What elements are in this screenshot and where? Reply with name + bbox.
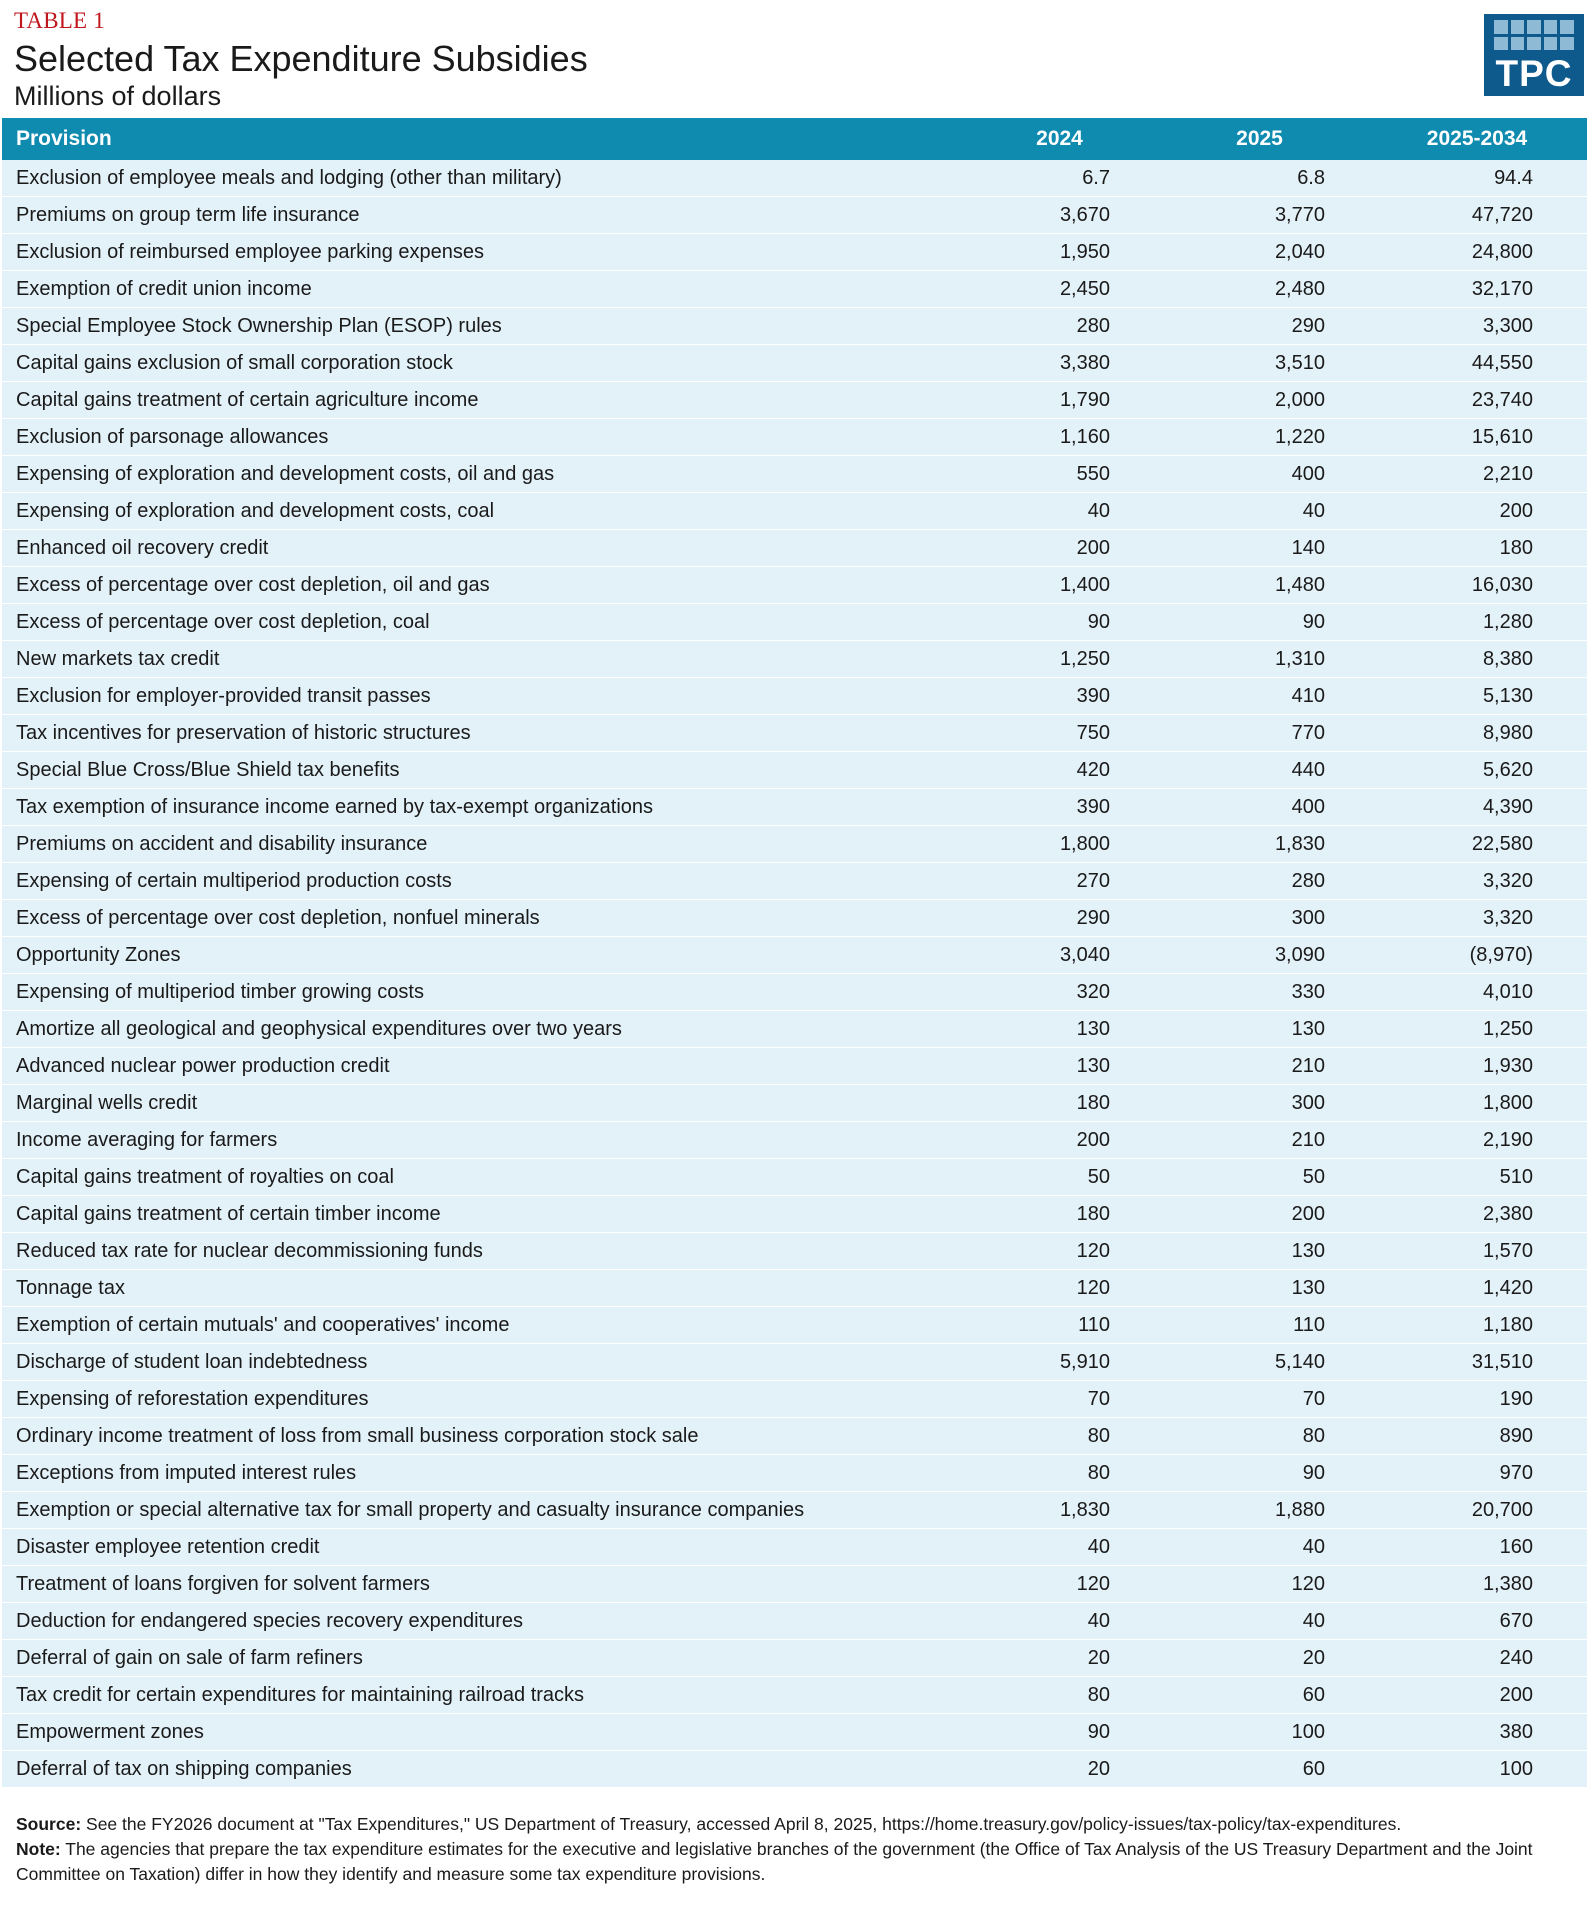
value-2025-2034-cell: 970 <box>1367 1455 1587 1492</box>
value-2025-2034-cell: 24,800 <box>1367 234 1587 271</box>
note-text: The agencies that prepare the tax expenditure estimates for the executive and legislative branches of the government (the Office of Tax Analysis of the US Treasury Department and the Joint Committee on Taxation) differ in how they identify and measure some tax expenditure provisions. <box>16 1839 1533 1884</box>
value-2025-cell: 440 <box>1152 752 1367 789</box>
value-2025-cell: 120 <box>1152 1566 1367 1603</box>
provision-cell: Special Blue Cross/Blue Shield tax benefits <box>2 752 967 789</box>
table-row <box>2 567 1587 604</box>
value-2024-cell: 80 <box>967 1455 1152 1492</box>
table-row <box>2 1307 1587 1344</box>
provision-cell: Discharge of student loan indebtedness <box>2 1344 967 1381</box>
source-text: See the FY2026 document at "Tax Expenditures," US Department of Treasury, accessed April 8, 2025, https://home.treasury.gov/policy-issues/tax-policy/tax-expenditures. <box>81 1814 1402 1834</box>
provision-cell: Empowerment zones <box>2 1714 967 1751</box>
table-row <box>2 789 1587 826</box>
value-2024-cell: 20 <box>967 1751 1152 1788</box>
value-2025-2034-cell: 2,210 <box>1367 456 1587 493</box>
provision-cell: Deferral of gain on sale of farm refiners <box>2 1640 967 1677</box>
table-title: Selected Tax Expenditure Subsidies <box>14 38 588 79</box>
value-2025-cell: 130 <box>1152 1011 1367 1048</box>
value-2025-cell: 90 <box>1152 1455 1367 1492</box>
table-row <box>2 197 1587 234</box>
value-2024-cell: 5,910 <box>967 1344 1152 1381</box>
value-2025-cell: 1,480 <box>1152 567 1367 604</box>
value-2024-cell: 3,380 <box>967 345 1152 382</box>
value-2025-2034-cell: 1,800 <box>1367 1085 1587 1122</box>
value-2024-cell: 80 <box>967 1418 1152 1455</box>
value-2025-cell: 280 <box>1152 863 1367 900</box>
table-row <box>2 456 1587 493</box>
value-2025-2034-cell: 15,610 <box>1367 419 1587 456</box>
provision-cell: Opportunity Zones <box>2 937 967 974</box>
provision-cell: Tonnage tax <box>2 1270 967 1307</box>
value-2025-cell: 210 <box>1152 1122 1367 1159</box>
value-2024-cell: 130 <box>967 1011 1152 1048</box>
value-2025-cell: 400 <box>1152 789 1367 826</box>
provision-cell: Disaster employee retention credit <box>2 1529 967 1566</box>
table-row <box>2 1085 1587 1122</box>
value-2025-cell: 2,480 <box>1152 271 1367 308</box>
provision-cell: Exemption or special alternative tax for small property and casualty insurance companies <box>2 1492 967 1529</box>
table-number-label: TABLE 1 <box>14 8 105 33</box>
value-2025-2034-cell: 3,320 <box>1367 863 1587 900</box>
provision-cell: Excess of percentage over cost depletion, coal <box>2 604 967 641</box>
value-2024-cell: 1,950 <box>967 234 1152 271</box>
table-body <box>2 160 1587 1788</box>
value-2025-cell: 20 <box>1152 1640 1367 1677</box>
table-row <box>2 530 1587 567</box>
table-row <box>2 937 1587 974</box>
value-2024-cell: 120 <box>967 1233 1152 1270</box>
value-2024-cell: 70 <box>967 1381 1152 1418</box>
provision-cell: Exclusion of parsonage allowances <box>2 419 967 456</box>
value-2025-2034-cell: 1,930 <box>1367 1048 1587 1085</box>
value-2025-cell: 3,090 <box>1152 937 1367 974</box>
value-2025-2034-cell: 20,700 <box>1367 1492 1587 1529</box>
table-row <box>2 900 1587 937</box>
provision-cell: Special Employee Stock Ownership Plan (ESOP) rules <box>2 308 967 345</box>
value-2024-cell: 130 <box>967 1048 1152 1085</box>
provision-cell: Capital gains treatment of royalties on coal <box>2 1159 967 1196</box>
value-2025-cell: 3,770 <box>1152 197 1367 234</box>
provision-cell: Expensing of exploration and development costs, coal <box>2 493 967 530</box>
value-2025-cell: 40 <box>1152 1603 1367 1640</box>
provision-cell: Excess of percentage over cost depletion, oil and gas <box>2 567 967 604</box>
value-2025-2034-cell: 100 <box>1367 1751 1587 1788</box>
provision-cell: Income averaging for farmers <box>2 1122 967 1159</box>
table-row <box>2 1344 1587 1381</box>
table-row <box>2 1048 1587 1085</box>
provision-cell: Excess of percentage over cost depletion, nonfuel minerals <box>2 900 967 937</box>
value-2025-2034-cell: 94.4 <box>1367 160 1587 197</box>
value-2025-2034-cell: (8,970) <box>1367 937 1587 974</box>
value-2024-cell: 390 <box>967 678 1152 715</box>
provision-cell: Marginal wells credit <box>2 1085 967 1122</box>
value-2025-2034-cell: 1,180 <box>1367 1307 1587 1344</box>
provision-cell: Advanced nuclear power production credit <box>2 1048 967 1085</box>
value-2024-cell: 1,250 <box>967 641 1152 678</box>
column-header-2025: 2025 <box>1152 118 1367 160</box>
table-row <box>2 604 1587 641</box>
value-2024-cell: 180 <box>967 1196 1152 1233</box>
value-2024-cell: 1,160 <box>967 419 1152 456</box>
value-2025-cell: 410 <box>1152 678 1367 715</box>
value-2024-cell: 1,830 <box>967 1492 1152 1529</box>
value-2025-2034-cell: 1,570 <box>1367 1233 1587 1270</box>
provision-cell: Enhanced oil recovery credit <box>2 530 967 567</box>
value-2025-cell: 1,880 <box>1152 1492 1367 1529</box>
table-header-row <box>2 118 1587 160</box>
provision-cell: Exemption of certain mutuals' and cooperatives' income <box>2 1307 967 1344</box>
value-2025-2034-cell: 4,010 <box>1367 974 1587 1011</box>
table-notes <box>16 1812 1581 1887</box>
value-2025-cell: 770 <box>1152 715 1367 752</box>
value-2024-cell: 270 <box>967 863 1152 900</box>
table-row <box>2 1418 1587 1455</box>
table-row <box>2 308 1587 345</box>
value-2025-2034-cell: 23,740 <box>1367 382 1587 419</box>
value-2025-cell: 130 <box>1152 1233 1367 1270</box>
provision-cell: Exclusion of employee meals and lodging (other than military) <box>2 160 967 197</box>
table-row <box>2 1455 1587 1492</box>
provision-cell: Deferral of tax on shipping companies <box>2 1751 967 1788</box>
value-2024-cell: 2,450 <box>967 271 1152 308</box>
value-2024-cell: 50 <box>967 1159 1152 1196</box>
value-2025-2034-cell: 16,030 <box>1367 567 1587 604</box>
value-2025-2034-cell: 3,320 <box>1367 900 1587 937</box>
value-2025-cell: 6.8 <box>1152 160 1367 197</box>
provision-cell: Capital gains treatment of certain agriculture income <box>2 382 967 419</box>
value-2025-2034-cell: 44,550 <box>1367 345 1587 382</box>
provision-cell: Capital gains exclusion of small corporation stock <box>2 345 967 382</box>
table-row <box>2 160 1587 197</box>
table-row <box>2 493 1587 530</box>
value-2025-cell: 130 <box>1152 1270 1367 1307</box>
provision-cell: Capital gains treatment of certain timber income <box>2 1196 967 1233</box>
column-header-2024: 2024 <box>967 118 1152 160</box>
value-2025-2034-cell: 190 <box>1367 1381 1587 1418</box>
value-2025-2034-cell: 1,420 <box>1367 1270 1587 1307</box>
provision-cell: Exemption of credit union income <box>2 271 967 308</box>
value-2025-cell: 5,140 <box>1152 1344 1367 1381</box>
value-2024-cell: 80 <box>967 1677 1152 1714</box>
value-2025-2034-cell: 3,300 <box>1367 308 1587 345</box>
value-2025-2034-cell: 180 <box>1367 530 1587 567</box>
value-2025-2034-cell: 5,130 <box>1367 678 1587 715</box>
provision-cell: Treatment of loans forgiven for solvent farmers <box>2 1566 967 1603</box>
table-row <box>2 863 1587 900</box>
value-2024-cell: 120 <box>967 1566 1152 1603</box>
value-2025-2034-cell: 8,380 <box>1367 641 1587 678</box>
value-2024-cell: 420 <box>967 752 1152 789</box>
value-2025-cell: 1,310 <box>1152 641 1367 678</box>
value-2024-cell: 110 <box>967 1307 1152 1344</box>
value-2024-cell: 40 <box>967 493 1152 530</box>
provision-cell: Expensing of multiperiod timber growing costs <box>2 974 967 1011</box>
value-2025-2034-cell: 2,380 <box>1367 1196 1587 1233</box>
note-label: Note: <box>16 1839 61 1859</box>
value-2025-cell: 200 <box>1152 1196 1367 1233</box>
table-row <box>2 1270 1587 1307</box>
value-2025-cell: 60 <box>1152 1751 1367 1788</box>
value-2025-2034-cell: 1,380 <box>1367 1566 1587 1603</box>
table-subtitle: Millions of dollars <box>14 81 222 111</box>
source-note <box>16 1812 1581 1837</box>
value-2025-cell: 330 <box>1152 974 1367 1011</box>
value-2025-cell: 2,000 <box>1152 382 1367 419</box>
provision-cell: Amortize all geological and geophysical expenditures over two years <box>2 1011 967 1048</box>
provision-cell: Ordinary income treatment of loss from small business corporation stock sale <box>2 1418 967 1455</box>
value-2025-2034-cell: 1,250 <box>1367 1011 1587 1048</box>
value-2025-2034-cell: 670 <box>1367 1603 1587 1640</box>
table-row <box>2 1751 1587 1788</box>
provision-cell: Tax incentives for preservation of historic structures <box>2 715 967 752</box>
value-2025-cell: 70 <box>1152 1381 1367 1418</box>
value-2025-cell: 300 <box>1152 900 1367 937</box>
value-2025-2034-cell: 4,390 <box>1367 789 1587 826</box>
provision-cell: Expensing of exploration and development costs, oil and gas <box>2 456 967 493</box>
table-row <box>2 974 1587 1011</box>
value-2025-cell: 80 <box>1152 1418 1367 1455</box>
source-label: Source: <box>16 1814 82 1834</box>
value-2025-cell: 60 <box>1152 1677 1367 1714</box>
value-2025-2034-cell: 240 <box>1367 1640 1587 1677</box>
table-row <box>2 1566 1587 1603</box>
column-header-2025-2034: 2025-2034 <box>1367 118 1587 160</box>
value-2024-cell: 290 <box>967 900 1152 937</box>
table-row <box>2 382 1587 419</box>
value-2025-cell: 300 <box>1152 1085 1367 1122</box>
table-row <box>2 419 1587 456</box>
provision-cell: Premiums on accident and disability insurance <box>2 826 967 863</box>
table-row <box>2 1677 1587 1714</box>
value-2024-cell: 750 <box>967 715 1152 752</box>
value-2025-2034-cell: 380 <box>1367 1714 1587 1751</box>
value-2025-2034-cell: 510 <box>1367 1159 1587 1196</box>
provision-cell: New markets tax credit <box>2 641 967 678</box>
value-2024-cell: 280 <box>967 308 1152 345</box>
logo-text: TPC <box>1495 53 1573 94</box>
value-2025-2034-cell: 2,190 <box>1367 1122 1587 1159</box>
value-2025-2034-cell: 160 <box>1367 1529 1587 1566</box>
value-2025-cell: 210 <box>1152 1048 1367 1085</box>
table-row <box>2 345 1587 382</box>
value-2025-cell: 40 <box>1152 493 1367 530</box>
value-2025-2034-cell: 22,580 <box>1367 826 1587 863</box>
table-row <box>2 1381 1587 1418</box>
value-2025-2034-cell: 890 <box>1367 1418 1587 1455</box>
value-2024-cell: 120 <box>967 1270 1152 1307</box>
table-row <box>2 1714 1587 1751</box>
value-2025-2034-cell: 47,720 <box>1367 197 1587 234</box>
value-2025-2034-cell: 200 <box>1367 493 1587 530</box>
value-2025-cell: 140 <box>1152 530 1367 567</box>
table-row <box>2 1492 1587 1529</box>
value-2024-cell: 6.7 <box>967 160 1152 197</box>
value-2024-cell: 40 <box>967 1603 1152 1640</box>
value-2024-cell: 3,670 <box>967 197 1152 234</box>
table-row <box>2 678 1587 715</box>
value-2025-cell: 50 <box>1152 1159 1367 1196</box>
value-2025-cell: 1,220 <box>1152 419 1367 456</box>
provision-cell: Reduced tax rate for nuclear decommissioning funds <box>2 1233 967 1270</box>
table-row <box>2 1603 1587 1640</box>
column-header-provision: Provision <box>2 118 967 160</box>
table-row <box>2 752 1587 789</box>
table-row <box>2 1011 1587 1048</box>
value-2025-cell: 2,040 <box>1152 234 1367 271</box>
table-row <box>2 641 1587 678</box>
logo-grid-icon <box>1494 20 1574 50</box>
table-row <box>2 1122 1587 1159</box>
value-2024-cell: 90 <box>967 604 1152 641</box>
value-2025-cell: 40 <box>1152 1529 1367 1566</box>
value-2024-cell: 320 <box>967 974 1152 1011</box>
value-2025-cell: 290 <box>1152 308 1367 345</box>
provision-cell: Deduction for endangered species recovery expenditures <box>2 1603 967 1640</box>
value-2025-cell: 1,830 <box>1152 826 1367 863</box>
value-2025-cell: 400 <box>1152 456 1367 493</box>
value-2024-cell: 550 <box>967 456 1152 493</box>
data-table <box>2 118 1587 1788</box>
provision-cell: Expensing of reforestation expenditures <box>2 1381 967 1418</box>
value-2024-cell: 1,790 <box>967 382 1152 419</box>
table-row <box>2 1529 1587 1566</box>
provision-cell: Premiums on group term life insurance <box>2 197 967 234</box>
value-2024-cell: 180 <box>967 1085 1152 1122</box>
provision-cell: Exclusion of reimbursed employee parking expenses <box>2 234 967 271</box>
value-2024-cell: 200 <box>967 1122 1152 1159</box>
provision-cell: Expensing of certain multiperiod production costs <box>2 863 967 900</box>
value-2024-cell: 40 <box>967 1529 1152 1566</box>
value-2024-cell: 90 <box>967 1714 1152 1751</box>
table-row <box>2 1233 1587 1270</box>
value-2025-2034-cell: 5,620 <box>1367 752 1587 789</box>
table-row <box>2 271 1587 308</box>
value-2025-2034-cell: 200 <box>1367 1677 1587 1714</box>
general-note <box>16 1837 1581 1887</box>
provision-cell: Exclusion for employer-provided transit passes <box>2 678 967 715</box>
table-row <box>2 1196 1587 1233</box>
provision-cell: Tax credit for certain expenditures for maintaining railroad tracks <box>2 1677 967 1714</box>
value-2025-cell: 3,510 <box>1152 345 1367 382</box>
table-row <box>2 1159 1587 1196</box>
value-2024-cell: 390 <box>967 789 1152 826</box>
table-row <box>2 1640 1587 1677</box>
value-2025-cell: 110 <box>1152 1307 1367 1344</box>
tpc-logo <box>1484 14 1584 96</box>
value-2024-cell: 20 <box>967 1640 1152 1677</box>
value-2025-cell: 100 <box>1152 1714 1367 1751</box>
table-row <box>2 234 1587 271</box>
value-2024-cell: 1,400 <box>967 567 1152 604</box>
value-2025-2034-cell: 1,280 <box>1367 604 1587 641</box>
value-2025-cell: 90 <box>1152 604 1367 641</box>
value-2024-cell: 200 <box>967 530 1152 567</box>
value-2025-2034-cell: 32,170 <box>1367 271 1587 308</box>
provision-cell: Tax exemption of insurance income earned by tax-exempt organizations <box>2 789 967 826</box>
provision-cell: Exceptions from imputed interest rules <box>2 1455 967 1492</box>
value-2025-2034-cell: 8,980 <box>1367 715 1587 752</box>
value-2025-2034-cell: 31,510 <box>1367 1344 1587 1381</box>
table-row <box>2 715 1587 752</box>
table-row <box>2 826 1587 863</box>
value-2024-cell: 1,800 <box>967 826 1152 863</box>
value-2024-cell: 3,040 <box>967 937 1152 974</box>
